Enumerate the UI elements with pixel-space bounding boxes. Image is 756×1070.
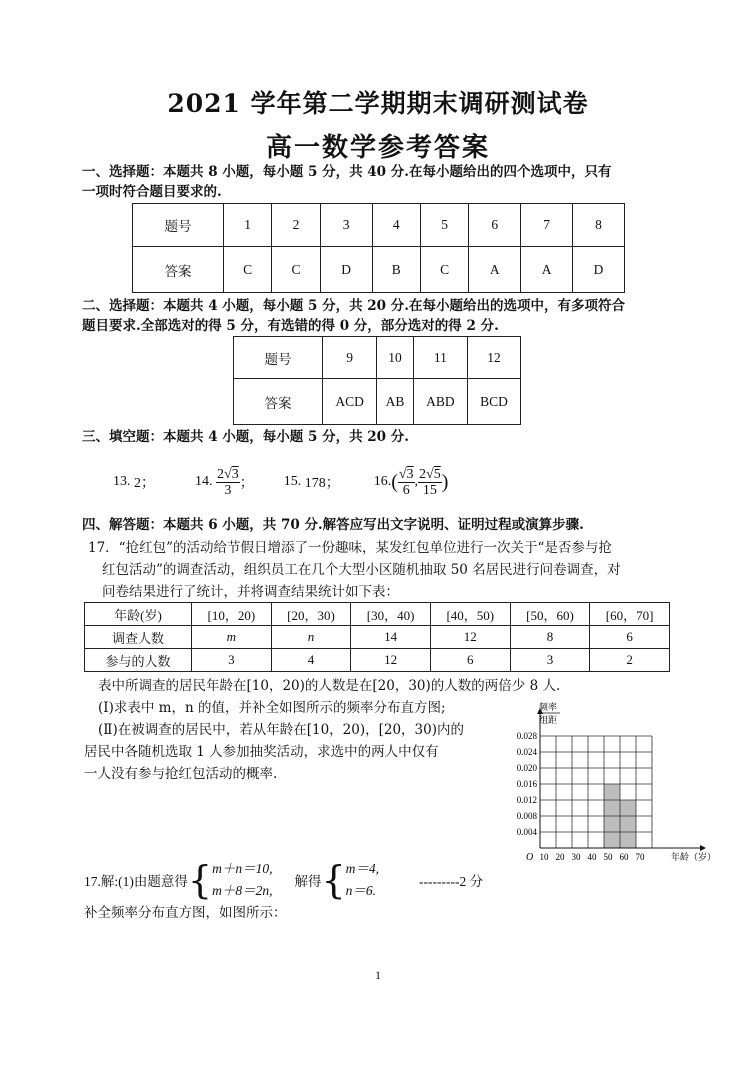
table-header-label: 题号	[133, 204, 224, 247]
table-cell: A	[469, 247, 521, 293]
table-row-label: 调查人数	[85, 626, 192, 649]
table-cell: 6	[430, 649, 510, 672]
histogram-bar	[620, 800, 636, 848]
section2-heading	[82, 296, 625, 336]
q16-a-den: 6	[402, 482, 410, 498]
left-brace-icon: {	[321, 858, 346, 902]
table-cell: 11	[413, 337, 467, 379]
x-tick-label: 50	[603, 852, 613, 862]
table-cell: [60，70]	[590, 603, 670, 626]
x-tick-label: 60	[619, 852, 629, 862]
q17-line4: 表中所调查的居民年龄在[10，20)的人数是在[20，30)的人数的两倍少 8 人.	[98, 678, 561, 694]
q15-answer: 178；	[304, 476, 340, 491]
q14-label: 14.	[195, 474, 213, 489]
table-cell: 4	[271, 649, 351, 672]
table-row-label: 参与的人数	[85, 649, 192, 672]
solution-label: 17.解:	[84, 874, 119, 889]
table-cell: 14	[351, 626, 431, 649]
table-cell: 2	[272, 204, 320, 247]
table-cell: 8	[510, 626, 590, 649]
q14-sep: ；	[239, 476, 254, 491]
origin-label: O	[526, 852, 534, 863]
table-cell: 3	[320, 204, 372, 247]
q16-label: 16.	[373, 474, 392, 489]
table-cell: 3	[510, 649, 590, 672]
table-row	[85, 626, 670, 649]
q16-b-rad: 5	[433, 466, 441, 482]
table-cell: D	[320, 247, 372, 293]
table-header-label: 题号	[234, 337, 323, 379]
y-axis-label-top: 频率	[539, 703, 558, 713]
y-tick-label: 0.012	[516, 795, 537, 805]
table-cell: 5	[420, 204, 468, 247]
page-title: 2021 学年第二学期期末调研测试卷	[167, 89, 589, 118]
solution-line2: 补全频率分布直方图，如图所示：	[84, 905, 287, 921]
q16-fraction-b: $\frac{2√5}{15}$	[419, 466, 441, 498]
fill-blank-answers	[113, 462, 448, 502]
result-2: n＝6.	[345, 883, 377, 898]
table-cell: 12	[430, 626, 510, 649]
x-tick-label: 20	[555, 852, 565, 862]
y-tick-label: 0.020	[516, 763, 537, 773]
table-cell: A	[521, 247, 573, 293]
q16-comma: ,	[414, 474, 419, 489]
y-tick-label: 0.016	[516, 779, 537, 789]
q17-line3: 问卷结果进行了统计，并将调查结果统计如下表：	[102, 584, 399, 600]
q17-part2-cont	[84, 741, 439, 785]
x-tick-label: 70	[635, 852, 645, 862]
equation-system	[212, 858, 272, 902]
table-cell: D	[573, 247, 625, 293]
choice-answer-table-2	[233, 336, 521, 425]
table-cell: 6	[590, 626, 670, 649]
q14-num-coef: 2	[217, 466, 224, 482]
frequency-histogram	[495, 700, 735, 865]
y-tick-label: 0.004	[516, 827, 537, 837]
section2-line1: 二、选择题：本题共 4 小题，每小题 5 分，共 20 分.在每小题给出的选项中，有多项符合	[82, 298, 625, 314]
survey-table	[84, 602, 670, 672]
table-answer-label: 答案	[234, 379, 323, 425]
x-axis-arrow-icon	[700, 845, 706, 851]
table-row	[133, 247, 625, 293]
table-cell: 3	[192, 649, 272, 672]
table-cell: ACD	[323, 379, 377, 425]
x-tick-label: 40	[587, 852, 597, 862]
result-system	[346, 858, 379, 902]
table-cell: 6	[469, 204, 521, 247]
q14-answer-fraction: $\frac{2√3}{3}$	[217, 466, 239, 498]
q16-a-rad: 3	[406, 466, 414, 482]
result-1: m＝4,	[345, 861, 380, 876]
table-cell: ABD	[413, 379, 467, 425]
table-cell: AB	[377, 379, 413, 425]
solve-word: 解得	[294, 874, 322, 889]
q16-fraction-a: $\frac{√3}{6}$	[398, 466, 414, 498]
table-cell: 12	[468, 337, 521, 379]
table-cell: 7	[521, 204, 573, 247]
table-cell: [30，40)	[351, 603, 431, 626]
table-cell: 4	[372, 204, 420, 247]
section1-line1: 一、选择题：本题共 8 小题，每小题 5 分，共 40 分.在每小题给出的四个选项中，只有	[82, 164, 612, 180]
section1-line2: 一项时符合题目要求的.	[82, 184, 222, 200]
table-cell: [50，60)	[510, 603, 590, 626]
table-row	[234, 379, 521, 425]
q16-open: (	[391, 470, 398, 493]
y-tick-label: 0.008	[516, 811, 537, 821]
q14-den: 3	[224, 482, 232, 498]
table-cell: [40，50)	[430, 603, 510, 626]
section3-heading: 三、填空题：本题共 4 小题，每小题 5 分，共 20 分.	[82, 429, 409, 445]
x-tick-label: 30	[571, 852, 581, 862]
table-cell: [20，30)	[271, 603, 351, 626]
page-number: 1	[375, 968, 381, 982]
q17-part2b: 居民中各随机选取 1 人参加抽奖活动，求选中的两人中仅有	[84, 744, 439, 760]
q13-answer: 2；	[134, 476, 155, 491]
table-cell: 1	[224, 204, 272, 247]
table-answer-label: 答案	[133, 247, 224, 293]
q14-num-rad: 3	[231, 466, 239, 482]
equation-1: m＋n＝10,	[212, 861, 273, 876]
q16-close: )	[441, 470, 449, 493]
table-cell: 12	[351, 649, 431, 672]
table-row	[85, 649, 670, 672]
table-row	[133, 204, 625, 247]
choice-answer-table-1	[132, 203, 625, 293]
q13-label: 13.	[113, 474, 131, 489]
q16-b-den: 15	[422, 482, 437, 498]
solution-prefix: (1)由题意得	[118, 874, 188, 889]
table-cell: m	[192, 626, 272, 649]
table-cell: [10，20)	[192, 603, 272, 626]
q17-part2a: (Ⅱ)在被调查的居民中，若从年龄在[10，20)，[20，30)内的	[98, 722, 464, 738]
table-cell: C	[224, 247, 272, 293]
x-tick-label: 10	[539, 852, 549, 862]
section2-line2: 题目要求.全部选对的得 5 分，有选错的得 0 分，部分选对的得 2 分.	[82, 318, 499, 334]
table-cell: 10	[377, 337, 413, 379]
page-subtitle: 高一数学参考答案	[265, 133, 490, 163]
q16-b-coef: 2	[419, 466, 427, 482]
table-cell: 9	[323, 337, 377, 379]
y-axis-label-bottom: 组距	[539, 716, 558, 726]
table-cell: 2	[590, 649, 670, 672]
q17-part1: (Ⅰ)求表中 m，n 的值，并补全如图所示的频率分布直方图;	[98, 700, 446, 716]
table-row	[85, 603, 670, 626]
table-cell: 8	[573, 204, 625, 247]
table-cell: BCD	[468, 379, 521, 425]
section4-heading: 四、解答题：本题共 6 小题，共 70 分.解答应写出文字说明、证明过程或演算步骤.	[82, 517, 584, 533]
q17-intro	[88, 537, 621, 603]
x-axis-label: 年龄（岁）	[671, 853, 717, 863]
q17-line1: 17．“抢红包”的活动给节假日增添了一份趣味，某发红包单位进行一次关于“是否参与抢	[88, 540, 612, 556]
left-brace-icon: {	[187, 858, 213, 902]
y-tick-label: 0.024	[516, 747, 537, 757]
q17-line2: 红包活动”的调查活动，组织员工在几个大型小区随机抽取 50 名居民进行问卷调查，对	[102, 562, 621, 578]
y-tick-label: 0.028	[516, 731, 537, 741]
q17-part2c: 一人没有参与抢红包活动的概率.	[84, 766, 278, 782]
table-row-label: 年龄(岁)	[85, 603, 192, 626]
table-row	[234, 337, 521, 379]
table-cell: C	[420, 247, 468, 293]
score-mark: ---------2 分	[419, 874, 484, 889]
table-cell: C	[272, 247, 320, 293]
equation-2: m＋8＝2n,	[212, 883, 273, 898]
q17-conditions	[98, 675, 560, 741]
q15-label: 15.	[283, 474, 302, 489]
table-cell: n	[271, 626, 351, 649]
solution-line	[84, 856, 483, 904]
section1-heading	[82, 162, 611, 202]
table-cell: B	[372, 247, 420, 293]
